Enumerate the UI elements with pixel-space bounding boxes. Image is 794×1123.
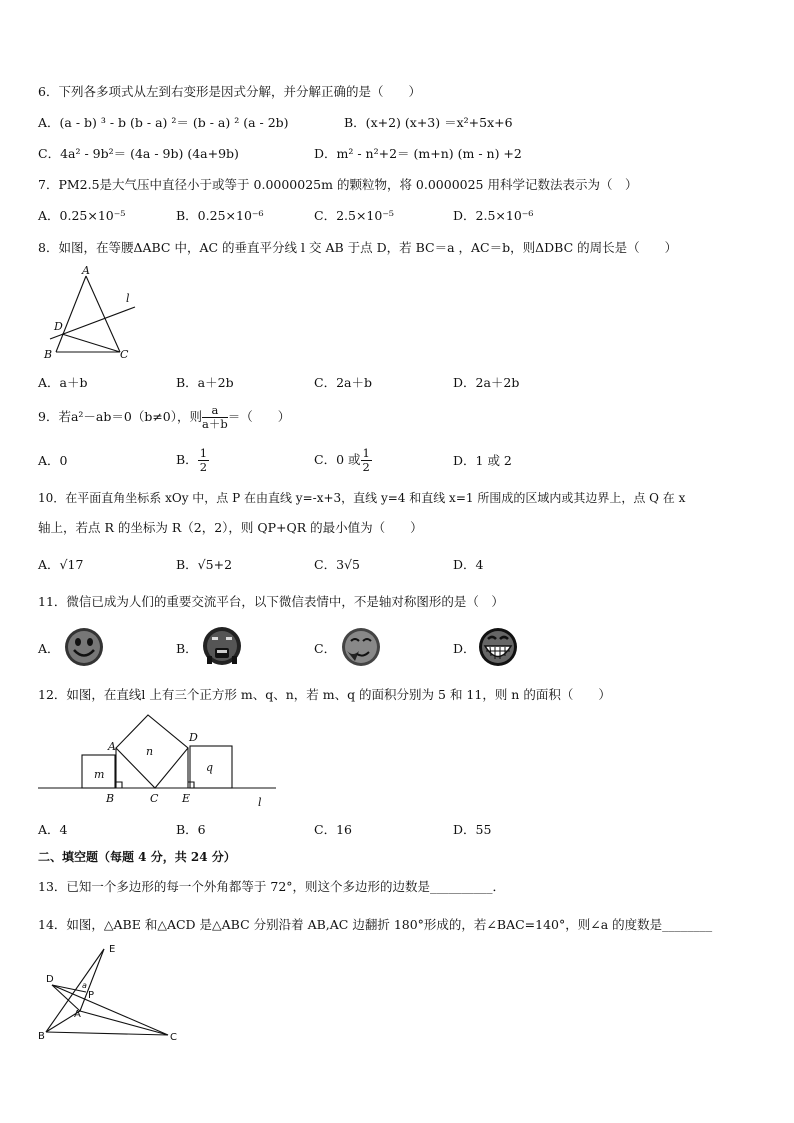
q8-triangle-figure [36,262,146,362]
q9-option-b-prefix: B． [176,452,198,467]
q9-option-b [176,445,209,475]
q8-label-c: C [120,348,129,361]
q7-stem: 7．PM2.5是大气压中直径小于或等于 0.0000025m 的颗粒物，将 0.0000025 用科学记数法表示为（ ） [38,177,638,192]
grinning-face-icon [478,627,518,667]
q14-stem: 14．如图，△ABE 和△ACD 是△ABC 分别沿着 AB,AC 边翻折 180°形成的，若∠BAC=140°，则∠a 的度数是________ [38,917,713,932]
q7-option-b: B．0.25×10⁻⁶ [176,208,264,223]
q12-label-e: E [182,792,191,805]
q8-stem: 8．如图，在等腰ΔABC 中，AC 的垂直平分线 l 交 AB 于点 D，若 BC＝a ，AC＝b，则ΔDBC 的周长是（ ） [38,240,678,255]
q9-option-b-fraction [198,447,209,474]
q10-option-c: C．3√5 [314,557,360,572]
q12-label-b: B [106,792,115,805]
q14-label-p: P [88,990,95,1001]
q7-option-a: A．0.25×10⁻⁵ [38,208,126,223]
q9-fraction [202,404,228,431]
q8-option-a: A．a＋b [38,375,88,390]
q14-label-a: A [74,1009,81,1020]
q12-option-b: B．6 [176,822,206,837]
q12-option-a: A．4 [38,822,68,837]
q6-option-b: B．(x+2) (x+3) ＝x²+5x+6 [344,115,513,130]
q9-option-b-den: 2 [199,460,208,474]
q12-squares-figure [36,710,281,810]
crying-face-icon [202,626,242,666]
shy-face-icon [341,627,381,667]
q9-option-c-prefix: C．0 或 [314,452,361,467]
q14-folded-triangle-figure [36,940,186,1045]
q10-stem-line2: 轴上，若点 R 的坐标为 R（2，2），则 QP+QR 的最小值为（ ） [38,520,423,535]
q12-label-a: A [108,740,116,753]
q14-label-b: B [38,1031,45,1042]
q9-fraction-den: a＋b [202,417,228,431]
q12-label-q: q [206,761,214,774]
q10-option-d: D．4 [453,557,484,572]
q10-option-b: B．√5+2 [176,557,233,572]
q12-label-l: l [258,796,262,809]
q12-label-c: C [150,792,159,805]
q9-stem-post: ＝（ ） [227,409,291,424]
section-heading-fill-in: 二、填空题（每题 4 分，共 24 分） [38,850,236,864]
q9-option-a: A．0 [38,453,68,468]
q10-stem-line1: 10．在平面直角坐标系 xOy 中，点 P 在由直线 y=-x+3，直线 y=4 和直线 x=1 所围成的区域内或其边界上，点 Q 在 x [38,491,686,505]
q12-option-c: C．16 [314,822,352,837]
q7-option-d: D．2.5×10⁻⁶ [453,208,534,223]
q11-option-d: D． [453,641,476,656]
q9-option-d: D．1 或 2 [453,453,512,468]
q13-stem: 13．已知一个多边形的每一个外角都等于 72°，则这个多边形的边数是__________． [38,879,506,894]
q9-option-c-den: 2 [362,460,370,474]
q8-label-l: l [126,292,130,305]
q8-label-d: D [54,320,63,333]
q6-stem: 6．下列各多项式从左到右变形是因式分解，并分解正确的是（ ） [38,84,421,99]
q12-label-n: n [146,745,154,758]
q12-label-m: m [94,768,105,781]
q9-option-b-num: 1 [199,446,208,460]
q8-option-d: D．2a＋2b [453,375,520,390]
q8-option-c: C．2a＋b [314,375,372,390]
q8-label-b: B [44,348,53,361]
q9-fraction-num: a [202,404,228,418]
q6-option-a: A．(a - b) ³ - b (b - a) ²＝ (b - a) ² (a - 2b) [38,115,289,130]
q6-option-c: C．4a² - 9b²＝ (4a - 9b) (4a+9b) [38,146,239,161]
q8-option-b: B．a＋2b [176,375,234,390]
q11-option-b: B． [176,641,198,656]
smiley-face-icon [64,627,104,667]
q9-option-c-num: 1 [362,446,370,460]
q11-option-a: A． [38,641,60,656]
q9-option-c-fraction [361,447,372,474]
q11-stem: 11．微信已成为人们的重要交流平台，以下微信表情中，不是轴对称图形的是（ ） [38,594,504,609]
q12-option-d: D．55 [453,822,492,837]
q7-option-c: C．2.5×10⁻⁵ [314,208,394,223]
q9-stem-pre: 9．若a²－ab＝0（b≠0），则 [38,409,203,424]
q8-label-a: A [82,264,90,277]
q14-label-c: C [170,1032,177,1043]
q14-label-e: E [109,944,116,955]
q9-stem [38,402,290,432]
q12-stem: 12．如图，在直线l 上有三个正方形 m、q、n，若 m、q 的面积分别为 5 和 11，则 n 的面积（ ） [38,687,611,702]
q12-label-d: D [189,731,198,744]
q10-option-a: A．√17 [38,557,84,572]
q14-label-d: D [46,974,54,985]
q11-option-c: C． [314,641,337,656]
q9-option-c [314,445,372,475]
q6-option-d: D．m² - n²+2＝ (m+n) (m - n) +2 [314,146,522,161]
q14-label-alpha: a [82,981,87,990]
